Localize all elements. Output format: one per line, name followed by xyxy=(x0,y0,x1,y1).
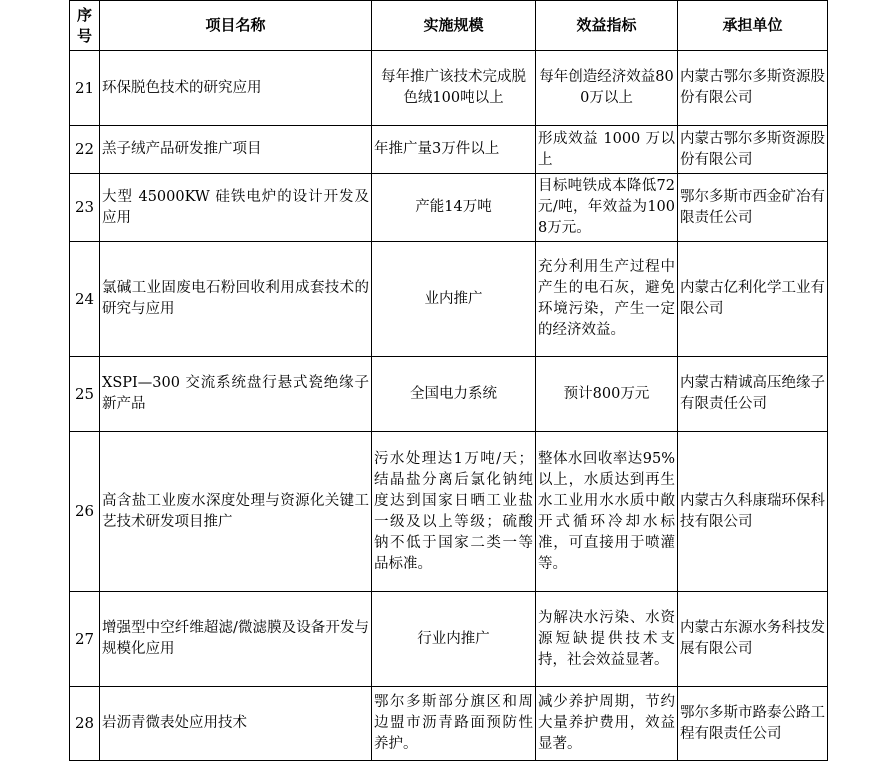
row-unit: 内蒙古鄂尔多斯资源股份有限公司 xyxy=(678,51,828,126)
row-scale: 污水处理达1万吨/天；结晶盐分离后氯化钠纯度达到国家日晒工业盐一级及以上等级；硫酸钠不低于国家二类一等品标准。 xyxy=(372,432,536,592)
table-row xyxy=(70,687,828,761)
row-scale: 全国电力系统 xyxy=(372,357,536,432)
header-unit: 承担单位 xyxy=(678,1,828,51)
table-row xyxy=(70,432,828,592)
row-benefit: 目标吨铁成本降低72元/吨，年效益为1008万元。 xyxy=(536,174,678,242)
table-row xyxy=(70,242,828,357)
row-unit: 内蒙古久科康瑞环保科技有限公司 xyxy=(678,432,828,592)
row-name: 增强型中空纤维超滤/微滤膜及设备开发与规模化应用 xyxy=(100,592,372,687)
table-header-row xyxy=(70,1,828,51)
row-no: 22 xyxy=(70,126,100,174)
row-unit: 鄂尔多斯市西金矿冶有限责任公司 xyxy=(678,174,828,242)
row-benefit: 充分利用生产过程中产生的电石灰，避免环境污染，产生一定的经济效益。 xyxy=(536,242,678,357)
table-row xyxy=(70,51,828,126)
row-name: XSPI—300 交流系统盘行悬式瓷绝缘子新产品 xyxy=(100,357,372,432)
row-unit: 鄂尔多斯市路泰公路工程有限责任公司 xyxy=(678,687,828,761)
row-name: 环保脱色技术的研究应用 xyxy=(100,51,372,126)
row-no: 27 xyxy=(70,592,100,687)
row-scale: 鄂尔多斯部分旗区和周边盟市沥青路面预防性养护。 xyxy=(372,687,536,761)
table-row xyxy=(70,357,828,432)
row-scale: 产能14万吨 xyxy=(372,174,536,242)
row-scale: 业内推广 xyxy=(372,242,536,357)
row-benefit: 预计800万元 xyxy=(536,357,678,432)
header-scale: 实施规模 xyxy=(372,1,536,51)
row-no: 21 xyxy=(70,51,100,126)
table-row xyxy=(70,174,828,242)
row-unit: 内蒙古精诚高压绝缘子有限责任公司 xyxy=(678,357,828,432)
row-no: 24 xyxy=(70,242,100,357)
table-row xyxy=(70,126,828,174)
project-table xyxy=(69,0,828,761)
row-no: 23 xyxy=(70,174,100,242)
row-name: 岩沥青微表处应用技术 xyxy=(100,687,372,761)
row-benefit: 整体水回收率达95%以上，水质达到再生水工业用水水质中敞开式循环冷却水标准，可直接用于喷灌等。 xyxy=(536,432,678,592)
row-no: 25 xyxy=(70,357,100,432)
row-benefit: 减少养护周期，节约大量养护费用，效益显著。 xyxy=(536,687,678,761)
row-name: 羔子绒产品研发推广项目 xyxy=(100,126,372,174)
row-scale: 年推广量3万件以上 xyxy=(372,126,536,174)
row-benefit: 每年创造经济效益800万以上 xyxy=(536,51,678,126)
row-unit: 内蒙古亿利化学工业有限公司 xyxy=(678,242,828,357)
row-name: 氯碱工业固废电石粉回收利用成套技术的研究与应用 xyxy=(100,242,372,357)
header-benefit: 效益指标 xyxy=(536,1,678,51)
row-benefit: 形成效益 1000 万以上 xyxy=(536,126,678,174)
row-name: 大型 45000KW 硅铁电炉的设计开发及应用 xyxy=(100,174,372,242)
row-unit: 内蒙古东源水务科技发展有限公司 xyxy=(678,592,828,687)
row-unit: 内蒙古鄂尔多斯资源股份有限公司 xyxy=(678,126,828,174)
row-name: 高含盐工业废水深度处理与资源化关键工艺技术研发项目推广 xyxy=(100,432,372,592)
header-name: 项目名称 xyxy=(100,1,372,51)
row-no: 26 xyxy=(70,432,100,592)
table-row xyxy=(70,592,828,687)
row-no: 28 xyxy=(70,687,100,761)
row-scale: 行业内推广 xyxy=(372,592,536,687)
row-scale: 每年推广该技术完成脱色绒100吨以上 xyxy=(372,51,536,126)
header-no: 序号 xyxy=(70,1,100,51)
row-benefit: 为解决水污染、水资源短缺提供技术支持，社会效益显著。 xyxy=(536,592,678,687)
